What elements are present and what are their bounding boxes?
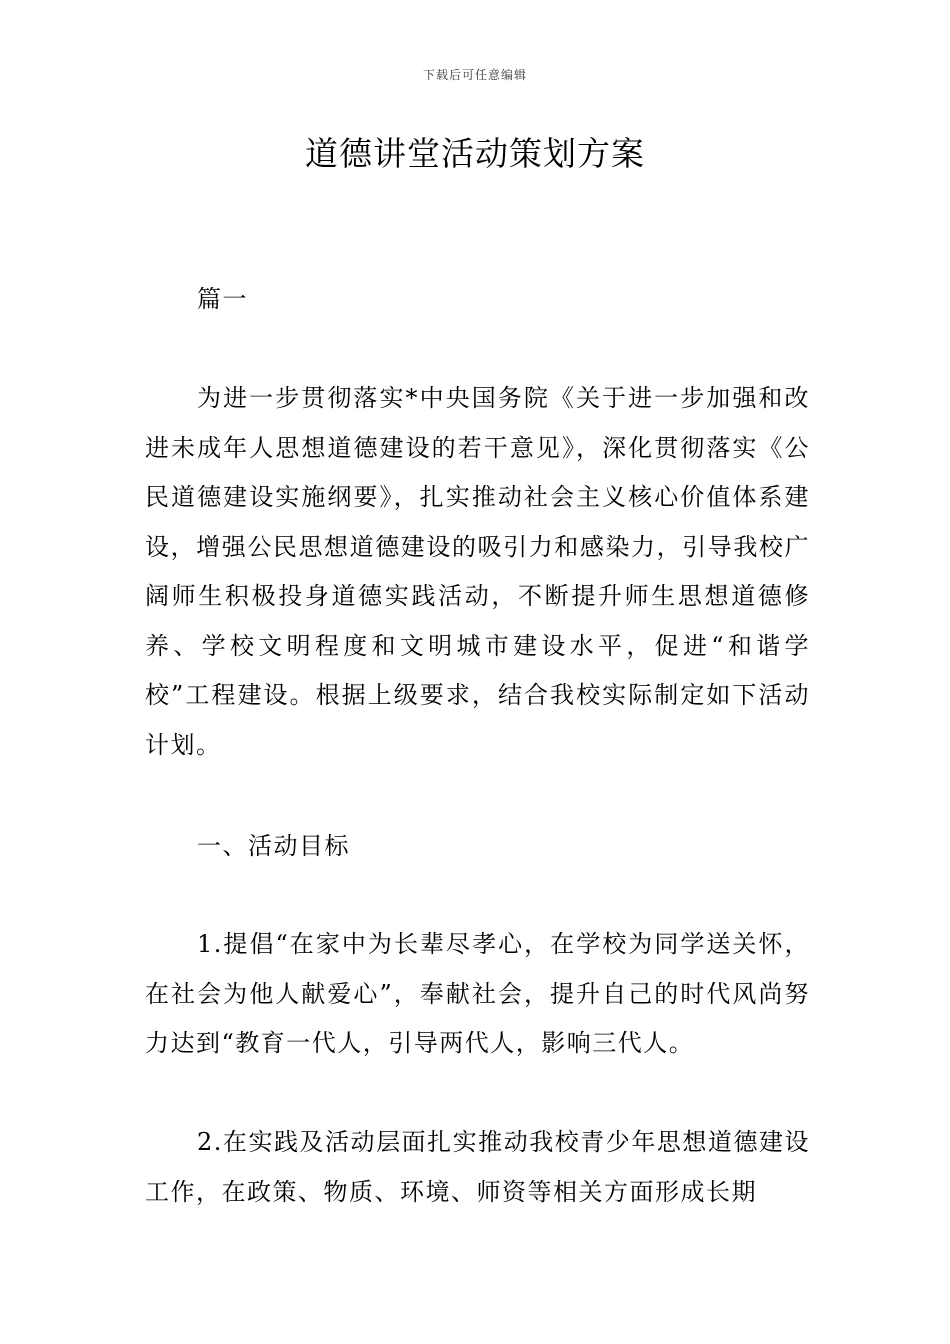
header-note: 下载后可任意编辑 xyxy=(422,68,527,82)
section-heading-goals: 一、活动目标 xyxy=(197,832,350,860)
part-label: 篇一 xyxy=(197,285,248,313)
intro-paragraph: 为进一步贯彻落实*中央国务院《关于进一步加强和改进未成年人思想道德建设的若干意见》，深化贯彻落实《公民道德建设实施纲要》，扎实推动社会主义核心价值体系建设，增强公民思想道德建设的吸引力和感染力，引导我校广阔师生积极投身道德实践活动，不断提升师生思想道德修养、学校文明程度和文明城市建设水平，促进“和谐学校”工程建设。根据上级要求，结合我校实际制定如下活动计划。 xyxy=(145,384,810,759)
goal-item-1: 1.提倡“在家中为长辈尽孝心，在学校为同学送关怀，在社会为他人献爱心”，奉献社会，提升自己的时代风尚努力达到“教育一代人，引导两代人，影响三代人。 xyxy=(145,930,810,1057)
goal-item-2: 2.在实践及活动层面扎实推动我校青少年思想道德建设工作，在政策、物质、环境、师资等相关方面形成长期 xyxy=(145,1128,810,1206)
document-title: 道德讲堂活动策划方案 xyxy=(305,134,645,173)
